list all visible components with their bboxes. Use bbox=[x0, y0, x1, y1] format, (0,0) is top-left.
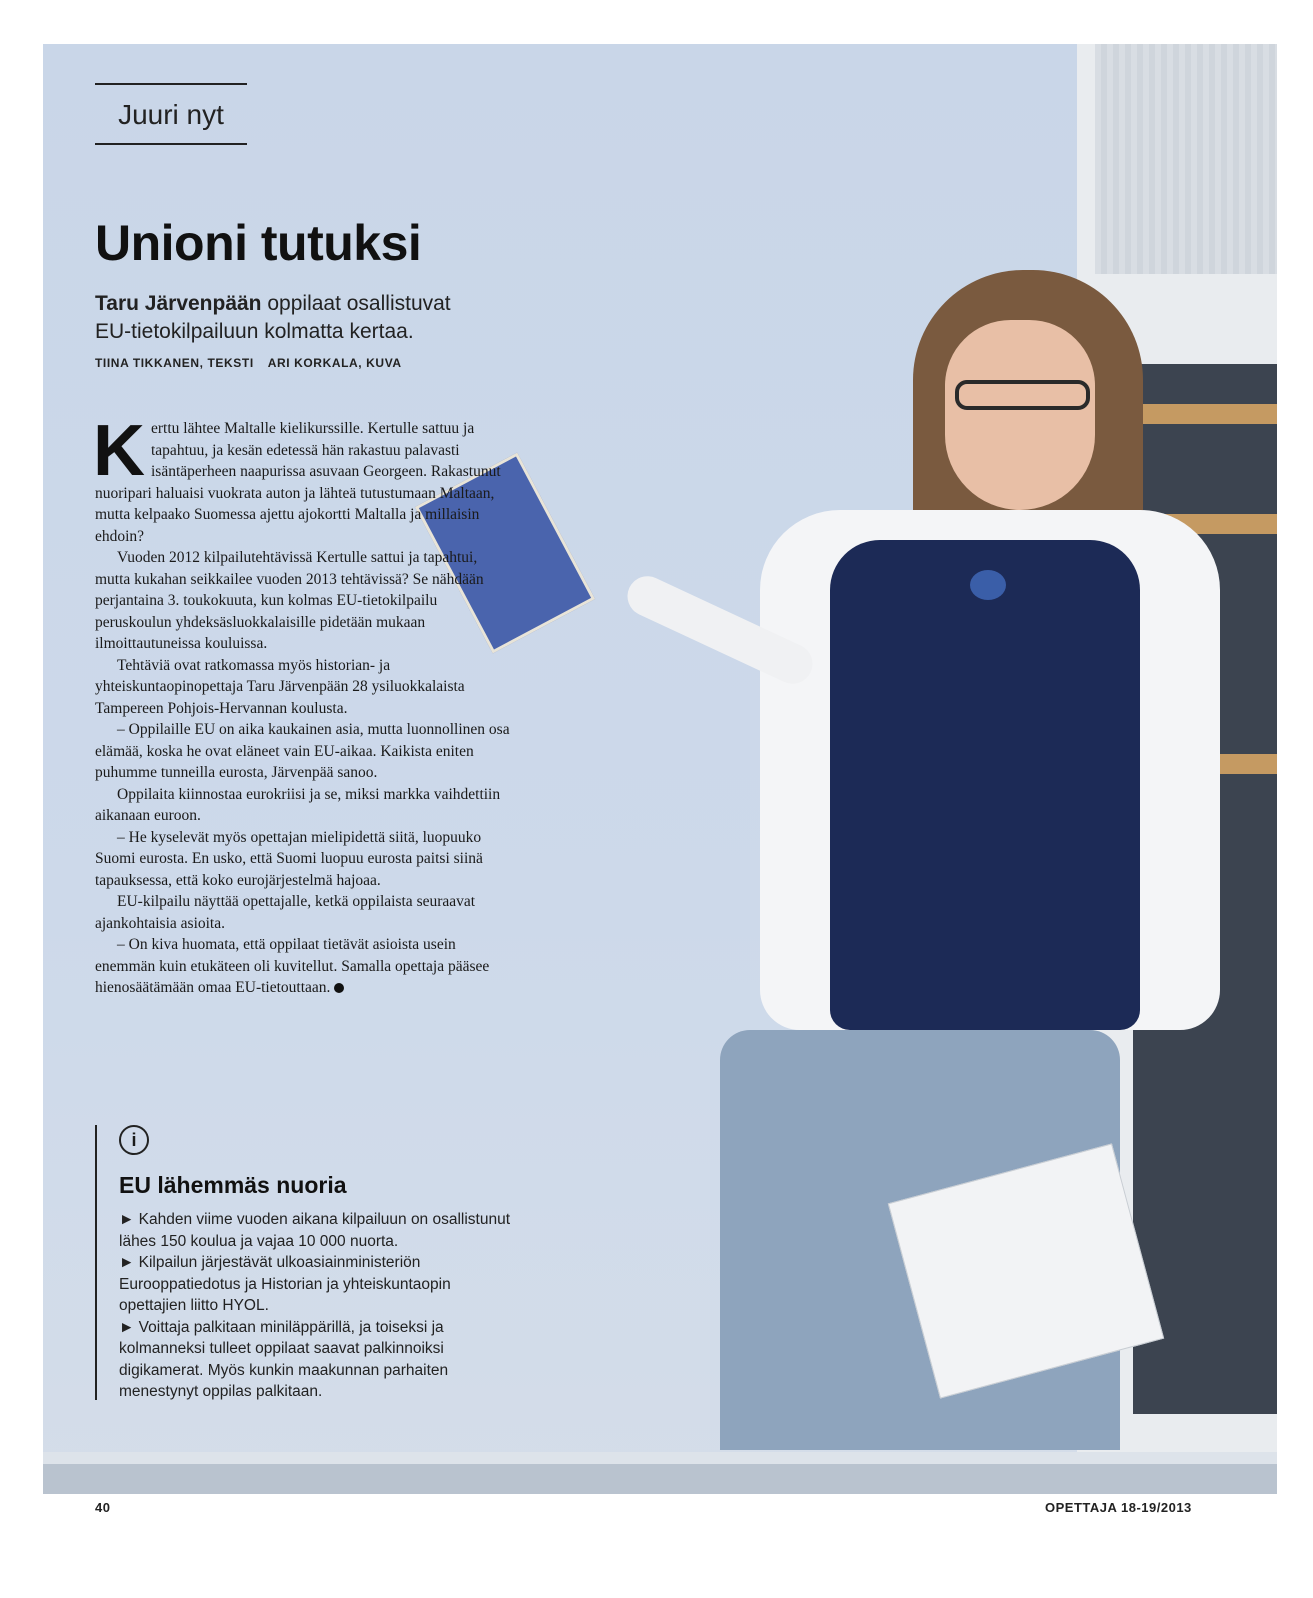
paragraph: Kerttu lähtee Maltalle kielikurssille. Kertulle sattuu ja tapahtuu, ja kesän edetessä hän rakastuu palavasti isäntäperheen naapurissa asuvaan Georgeen. Rakastunut nuoripari haluaisi vuokrata auton ja lähteä tutustumaan Maltaan, mutta kelpaako Suomessa ajettu ajokortti Maltalla ja millaisin ehdoin? bbox=[93, 411, 501, 545]
dropcap: K bbox=[93, 411, 145, 491]
end-mark-icon bbox=[334, 983, 344, 993]
paragraph: EU-kilpailu näyttää opettajalle, ketkä oppilaista seuraavat ajankohtaisia asioita. bbox=[95, 893, 476, 932]
lead-text-1: oppilaat osallistuvat bbox=[267, 292, 451, 315]
article-lead bbox=[95, 290, 515, 346]
pavement bbox=[43, 1464, 1277, 1494]
navy-vest bbox=[830, 540, 1140, 1030]
paragraph: Vuoden 2012 kilpailutehtävissä Kertulle sattui ja tapahtui, mutta kukahan seikkailee vuoden 2013 tehtävissä? Se nähdään perjantaina 3. toukokuuta, kun kolmas EU-tietokilpailu peruskoulun yhdeksäsluokkalaisille pidetään mukaan ilmoittautuneissa kouluissa. bbox=[95, 549, 484, 652]
paragraph: – He kyselevät myös opettajan mielipidettä siitä, luopuuko Suomi eurosta. En usko, että Suomi luopuu eurosta paitsi siinä tapauksessa, että koko eurojärjestelmä hajoaa. bbox=[95, 828, 483, 889]
info-box bbox=[95, 1125, 515, 1400]
info-item: ► Kahden viime vuoden aikana kilpailuun on osallistunut lähes 150 koulua ja vajaa 10 000 nuorta. bbox=[119, 1211, 511, 1250]
info-title: EU lähemmäs nuoria bbox=[119, 1172, 347, 1198]
page-number: 40 bbox=[95, 1500, 111, 1515]
info-list bbox=[119, 1209, 517, 1403]
publication-info: OPETTAJA 18-19/2013 bbox=[1045, 1500, 1192, 1515]
paragraph: – On kiva huomata, että oppilaat tietävät asioista usein enemmän kuin etukäteen oli kuvitellut. Samalla opettaja pääsee hienosäätämään omaa EU-tietouttaan. bbox=[95, 936, 490, 996]
article-body bbox=[93, 411, 510, 999]
blue-pendant bbox=[970, 570, 1006, 600]
paragraph: – Oppilaille EU on aika kaukainen asia, mutta luonnollinen osa elämää, koska he ovat eläneet vain EU-aikaa. Kaikista eniten puhumme tunneilla eurosta, Järvenpää sanoo. bbox=[95, 721, 510, 781]
lead-text-2: EU-tietokilpailuun kolmatta kertaa. bbox=[95, 320, 414, 343]
wall-base-line bbox=[43, 1452, 1277, 1464]
article-title: Unioni tutuksi bbox=[95, 215, 422, 271]
info-icon: i bbox=[119, 1125, 149, 1155]
byline-photo-author: ARI KORKALA, KUVA bbox=[267, 356, 402, 370]
section-label: Juuri nyt bbox=[95, 83, 247, 145]
glasses bbox=[955, 380, 1090, 410]
lead-name: Taru Järvenpään bbox=[95, 292, 262, 315]
paragraph: Tehtäviä ovat ratkomassa myös historian- ja yhteiskuntaopinopettaja Taru Järvenpään 28 ysiluokkalaista Tampereen Pohjois-Hervannan koulusta. bbox=[95, 656, 465, 717]
info-item: ► Voittaja palkitaan miniläppärillä, ja toiseksi ja kolmanneksi tulleet oppilaat saavat palkinnoiksi digikamerat. Myös kunkin maakunnan parhaiten menestynyt oppilas palkitaan. bbox=[119, 1318, 449, 1400]
byline bbox=[95, 356, 402, 370]
paragraph: Oppilaita kiinnostaa eurokriisi ja se, miksi markka vaihdettiin aikanaan euroon. bbox=[95, 785, 501, 824]
face bbox=[945, 320, 1095, 510]
window-curtain bbox=[1095, 44, 1277, 274]
info-item: ► Kilpailun järjestävät ulkoasiainministeriön Eurooppatiedotus ja Historian ja yhteiskuntaopin opettajien liitto HYOL. bbox=[119, 1254, 451, 1314]
byline-text-author: TIINA TIKKANEN, TEKSTI bbox=[95, 356, 254, 370]
